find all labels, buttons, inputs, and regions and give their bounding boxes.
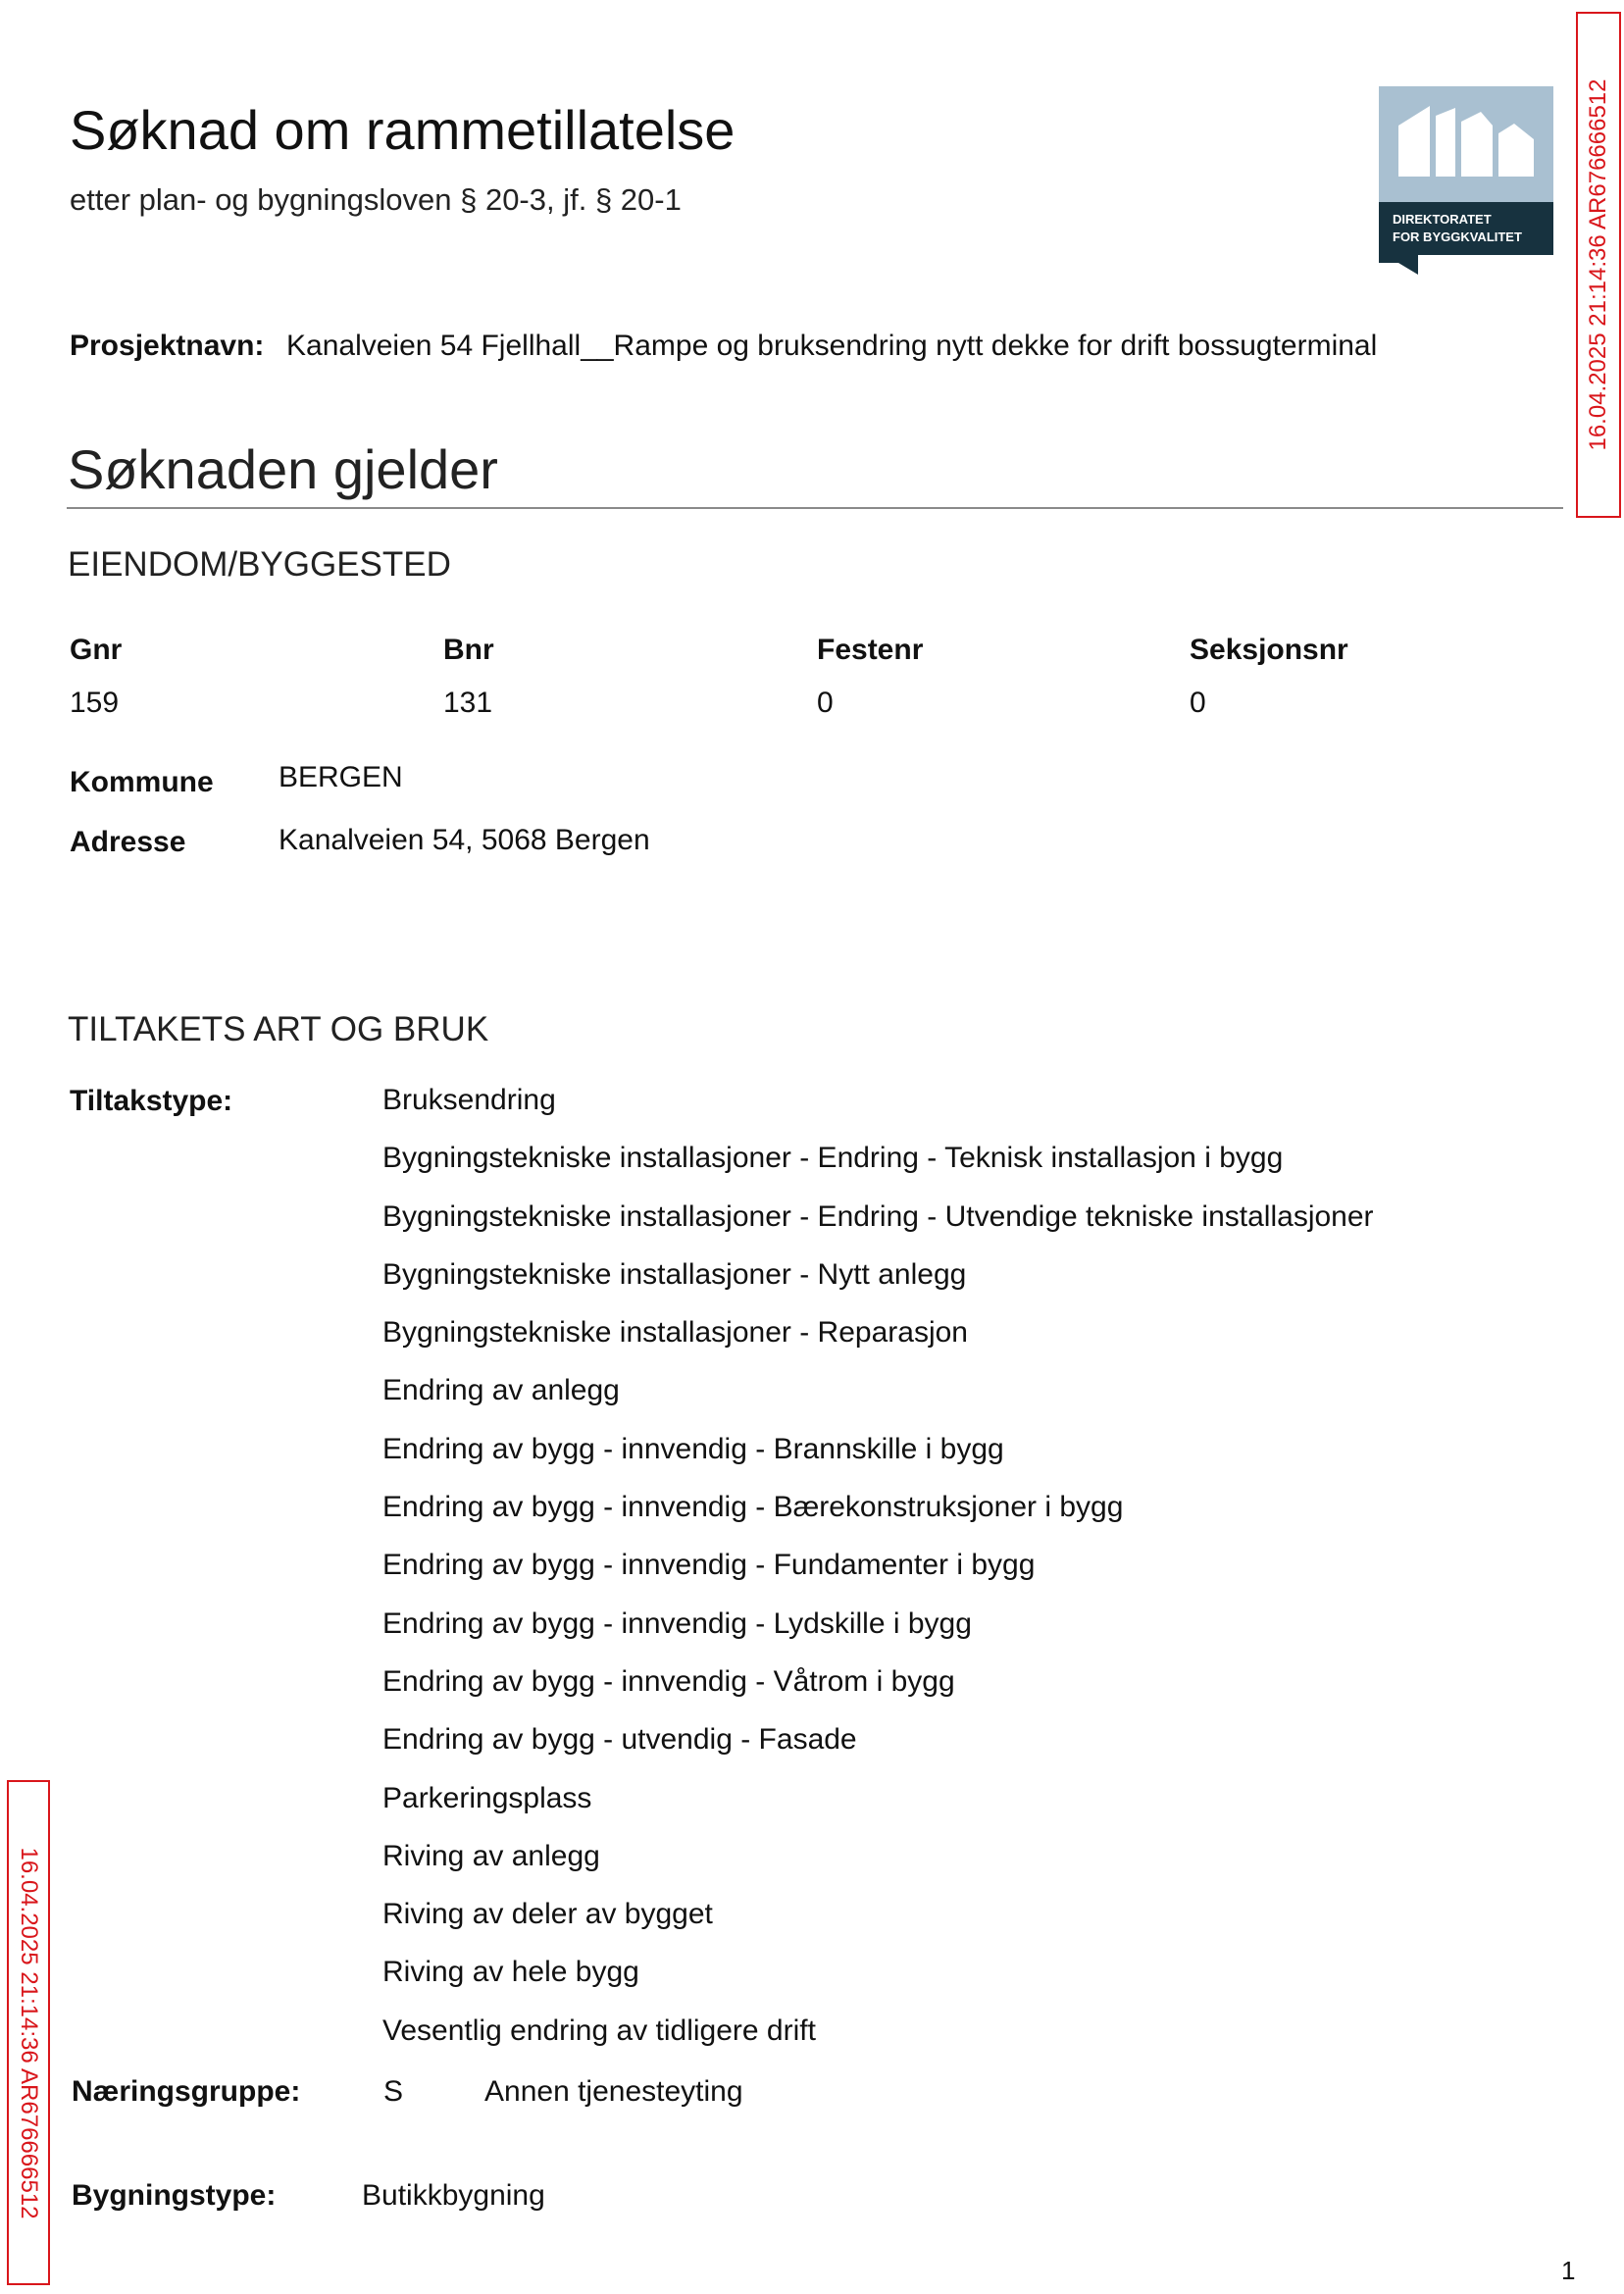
project-label: Prosjektnavn: <box>70 330 265 362</box>
page-number: 1 <box>1561 2256 1576 2285</box>
tiltakstype-label: Tiltakstype: <box>70 1085 233 1117</box>
logo-text-line1: DIREKTORATET <box>1393 212 1492 227</box>
dibk-logo <box>1379 86 1553 275</box>
list-item: Bygningstekniske installasjoner - Nytt anlegg <box>382 1257 967 1291</box>
project-value: Kanalveien 54 Fjellhall__Rampe og bruksendring nytt dekke for drift bossugterminal <box>286 330 1378 362</box>
kommune-value: BERGEN <box>279 761 403 793</box>
naeringsgruppe-code: S <box>383 2075 404 2108</box>
list-item: Endring av anlegg <box>382 1374 620 1407</box>
gnr-value: 159 <box>70 687 120 719</box>
adresse-label: Adresse <box>70 826 186 858</box>
bnr-label: Bnr <box>443 634 494 666</box>
list-item: Endring av bygg - innvendig - Fundamenter i bygg <box>382 1549 1036 1582</box>
stamp-text: 16.04.2025 21:14:36 AR676666512 <box>1585 78 1611 451</box>
tiltak-heading: TILTAKETS ART OG BRUK <box>68 1010 489 1048</box>
section-divider <box>67 507 1563 509</box>
kommune-label: Kommune <box>70 766 214 798</box>
list-item: Bygningstekniske installasjoner - Endring - Utvendige tekniske installasjoner <box>382 1199 1374 1233</box>
stamp-text: 16.04.2025 21:14:36 AR676666512 <box>16 1846 42 2219</box>
tiltakstype-list <box>382 1075 1374 2064</box>
list-item: Bygningstekniske installasjoner - Reparasjon <box>382 1316 968 1350</box>
list-item: Endring av bygg - utvendig - Fasade <box>382 1723 857 1757</box>
seksjonsnr-label: Seksjonsnr <box>1190 634 1348 666</box>
list-item: Riving av deler av bygget <box>382 1898 713 1931</box>
festenr-label: Festenr <box>817 634 924 666</box>
list-item: Vesentlig endring av tidligere drift <box>382 2014 816 2047</box>
logo-text-line2: FOR BYGGKVALITET <box>1393 229 1522 244</box>
page-title: Søknad om rammetillatelse <box>70 99 736 161</box>
festenr-value: 0 <box>817 687 834 719</box>
seksjonsnr-value: 0 <box>1190 687 1206 719</box>
list-item: Riving av hele bygg <box>382 1956 639 1989</box>
list-item: Bygningstekniske installasjoner - Endring - Teknisk installasjon i bygg <box>382 1142 1284 1175</box>
timestamp-stamp-top <box>1576 12 1621 518</box>
page-subtitle: etter plan- og bygningsloven § 20-3, jf. § 20-1 <box>70 182 682 217</box>
bygningstype-label: Bygningstype: <box>72 2179 277 2212</box>
bnr-value: 131 <box>443 687 493 719</box>
property-heading: EIENDOM/BYGGESTED <box>68 545 451 584</box>
adresse-value: Kanalveien 54, 5068 Bergen <box>279 824 650 856</box>
list-item: Endring av bygg - innvendig - Brannskille i bygg <box>382 1432 1004 1465</box>
list-item: Bruksendring <box>382 1084 556 1116</box>
list-item: Parkeringsplass <box>382 1781 592 1814</box>
naeringsgruppe-value: Annen tjenesteyting <box>484 2075 743 2108</box>
list-item: Endring av bygg - innvendig - Bærekonstruksjoner i bygg <box>382 1491 1124 1524</box>
section-title: Søknaden gjelder <box>68 438 498 500</box>
timestamp-stamp-bottom <box>7 1780 50 2285</box>
naeringsgruppe-label: Næringsgruppe: <box>72 2075 301 2108</box>
list-item: Riving av anlegg <box>382 1839 600 1872</box>
list-item: Endring av bygg - innvendig - Våtrom i bygg <box>382 1664 955 1698</box>
bygningstype-value: Butikkbygning <box>362 2179 545 2212</box>
list-item: Endring av bygg - innvendig - Lydskille i bygg <box>382 1606 972 1640</box>
gnr-label: Gnr <box>70 634 123 666</box>
